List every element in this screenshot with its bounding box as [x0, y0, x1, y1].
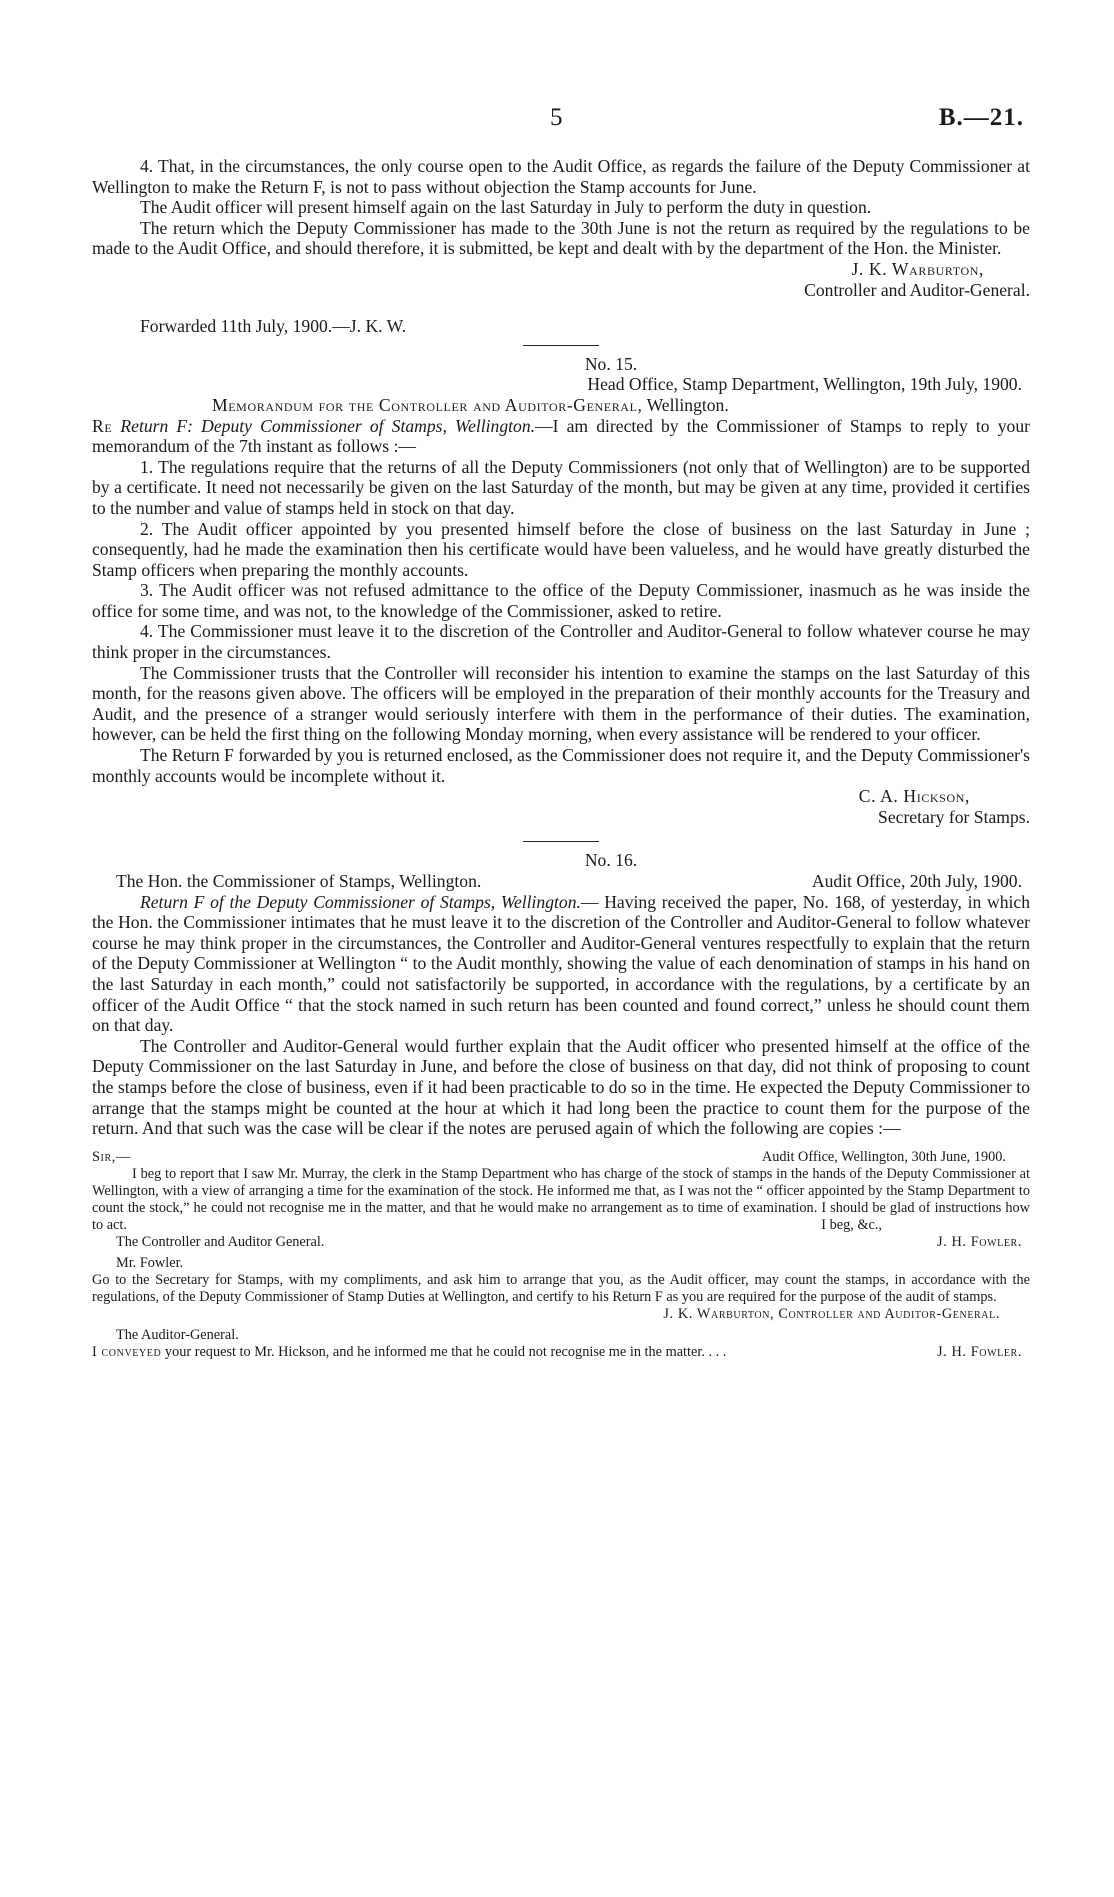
address-date: Audit Office, 20th July, 1900. — [811, 871, 1022, 891]
paragraph: The Return F forwarded by you is returned enclosed, as the Commissioner does not require it, and the Deputy Commissioner's monthly accounts would be incomplete without it. — [92, 745, 1031, 786]
paragraph: 4. The Commissioner must leave it to the discretion of the Controller and Auditor-General to follow whatever course he may think proper in the circumstances. — [92, 621, 1030, 663]
section-divider — [523, 841, 599, 842]
memorandum-continuation — [92, 156, 1030, 337]
section-heading: No. 15. — [584, 353, 638, 374]
document-reference: B.—21. — [938, 104, 1024, 131]
letter-place-date: Audit Office, Wellington, 30th June, 1900. — [761, 1148, 1006, 1165]
minute-body: Go to the Secretary for Stamps, with my compliments, and ask him to arrange that you, as the Audit officer, may count the stamps, in accordance with the regulations, of the Deputy Commissioner of Stamp Duties at Wellington, and certify to his Return F as you are required for the purpose of the audit of stamps. — [92, 1271, 1030, 1305]
reply-signature: J. H. Fowler. — [936, 1343, 1022, 1360]
address-row — [92, 871, 1030, 892]
signature-name: C. A. Hickson, — [858, 786, 970, 807]
address-line: Head Office, Stamp Department, Wellington, 19th July, 1900. — [587, 374, 1022, 395]
letter-body: I beg to report that I saw Mr. Murray, the clerk in the Stamp Department who has charge of the stock of stamps in the hands of the Deputy Commissioner at Wellington, with a view of arranging a time for the examination of the stock. He informed me that, as I was not the “ officer appointed by the Stamp Department to count the stock,” he could not recognise me in the matter, and that he would make no arrangement as to time of examination. I should be glad of instructions how to act. — [92, 1165, 1030, 1233]
paragraph: 1. The regulations require that the returns of all the Deputy Commissioners (not only that of Wellington) are to be supported by a certificate. It need not necessarily be given on the last Saturday of the month, but may be given at any time, provided it certifies to the number and value of stamps held in stock on that day. — [92, 456, 1030, 518]
signature-name: J. K. Warburton, — [851, 258, 984, 279]
minute-addressee: Mr. Fowler. — [116, 1254, 184, 1271]
section-heading: No. 16. — [584, 850, 638, 871]
reply-addressee: The Auditor-General. — [116, 1326, 239, 1343]
salutation: Sir,— — [92, 1148, 131, 1165]
letter-footer — [92, 1216, 1030, 1251]
subject-paragraph: Re Return F: Deputy Commissioner of Stamps, Wellington.—I am directed by the Commissioner of Stamps to reply to your memorandum of the 7th instant as follows :— — [92, 415, 1030, 457]
letter-addressee: The Controller and Auditor General. — [116, 1233, 325, 1250]
reply-body: I conveyed your request to Mr. Hickson, and he informed me that he could not recognise me in the matter. . . . — [92, 1343, 727, 1360]
section-no-16 — [92, 850, 1030, 1138]
paragraph: 4. That, in the circumstances, the only course open to the Audit Office, as regards the failure of the Deputy Commissioner at Wellington to make the Return F, is not to pass without objection the Stamp accounts for June. — [92, 156, 1030, 197]
paragraph: The Audit officer will present himself again on the last Saturday in July to perform the duty in question. — [140, 197, 872, 218]
paragraph: 2. The Audit officer appointed by you presented himself before the close of business on the last Saturday in June ; consequently, had he made the examination then his certificate would have been valueless, and he would have greatly disturbed the Stamp officers when preparing the monthly accounts. — [92, 518, 1030, 580]
section-divider — [523, 345, 599, 346]
addressee: The Hon. the Commissioner of Stamps, Wellington. — [116, 871, 482, 891]
page-header — [0, 104, 1114, 140]
minute-signature: J. K. Warburton, Controller and Auditor-General. — [663, 1305, 1000, 1322]
paragraph: Return F of the Deputy Commissioner of Stamps, Wellington.— Having received the paper, No. 168, of yesterday, in which the Hon. the Commissioner intimates that he must leave it to the discretion of the Controller and Auditor-General to follow whatever course he may think proper in the circumstances, the Controller and Auditor-General ventures respectfully to explain that the return of the Deputy Commissioner at Wellington “ to the Audit monthly, showing the value of each denomination of stamps in his hand on the last Saturday in each month,” could not satisfactorily be supported, in accordance with the regulations, by a certificate by an officer of the Audit Office “ that the stock named in such return has been counted and found correct,” unless he should count them on that day. — [92, 891, 1030, 1036]
section-no-15 — [92, 354, 1030, 828]
paragraph: The Controller and Auditor-General would further explain that the Audit officer who presented himself at the office of the Deputy Commissioner on the last Saturday in June, and before the close of business on that day, did not think of proposing to count the stamps before the close of business, even if it had been practicable to do so in the time. He expected the Deputy Commissioner to arrange that the stamps might be counted at the hour at which it had long been the practice to count them for the purpose of the return. And that such was the case will be clear if the notes are perused again of which the following are copies :— — [92, 1035, 1030, 1139]
forwarded-note: Forwarded 11th July, 1900.—J. K. W. — [140, 316, 407, 337]
paragraph: 3. The Audit officer was not refused admittance to the office of the Deputy Commissioner, inasmuch as he was inside the office for some time, and was not, to the knowledge of the Commissioner, asked to retire. — [92, 580, 1030, 621]
letter-closing: I beg, &c., J. H. Fowler. — [821, 1216, 1022, 1250]
signature-title: Secretary for Stamps. — [878, 806, 1030, 827]
letter-header — [92, 1149, 1030, 1166]
page-number: 5 — [550, 104, 563, 131]
signature-title: Controller and Auditor-General. — [804, 279, 1030, 300]
paragraph: The return which the Deputy Commissioner has made to the 30th June is not the return as required by the regulations to be made to the Audit Office, and should therefore, it is submitted, be kept and dealt with by the department of the Hon. the Minister. — [92, 217, 1030, 259]
page-body — [92, 156, 1030, 1361]
memorandum-heading: Memorandum for the Controller and Auditor-General, Wellington. — [212, 394, 729, 415]
paragraph: The Commissioner trusts that the Controller will reconsider his intention to examine the stamps on the last Saturday of this month, for the reasons given above. The officers will be employed in the preparation of their monthly accounts for the Treasury and Audit, and the presence of a stranger would seriously interfere with them in the performance of their duties. The examination, however, can be held the first thing on the following Monday morning, when every assistance will be rendered to your officer. — [92, 662, 1030, 745]
copies-of-notes — [92, 1149, 1030, 1361]
